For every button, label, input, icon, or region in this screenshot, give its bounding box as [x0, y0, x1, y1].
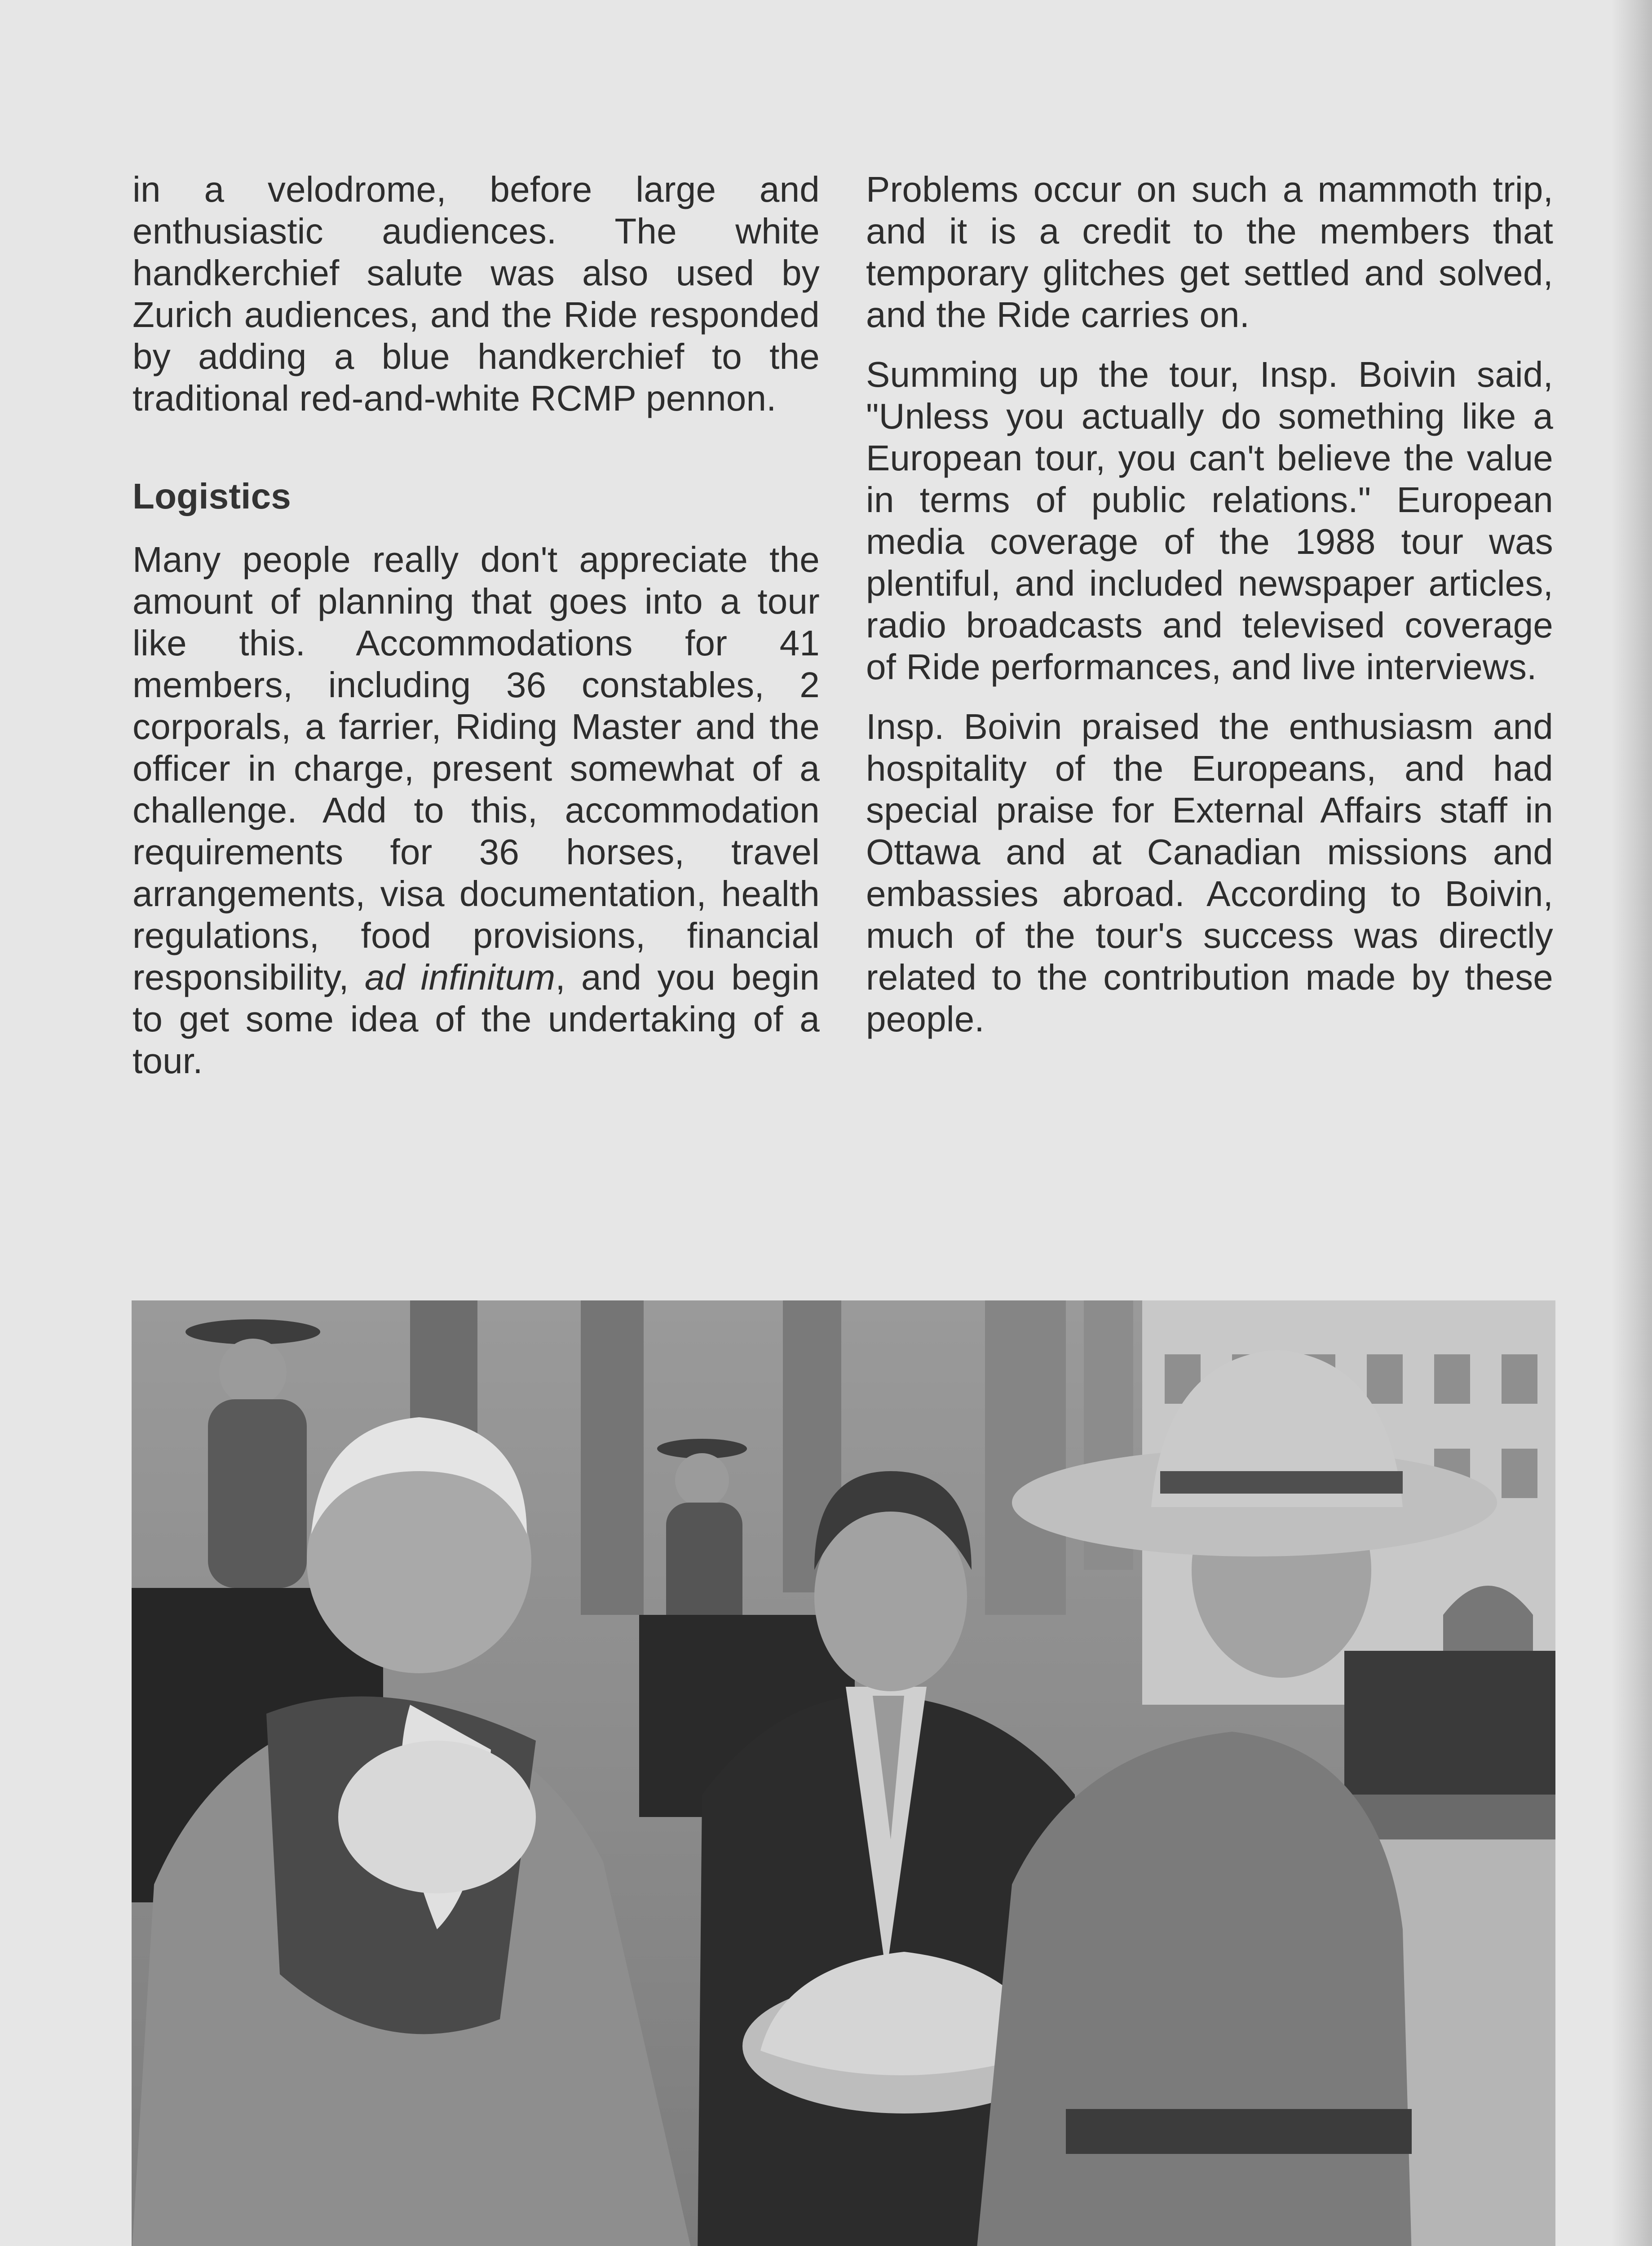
left-paragraph-2-italic: ad infinitum: [364, 957, 556, 997]
left-paragraph-2: [133, 539, 820, 1082]
section-heading-logistics: Logistics: [133, 476, 291, 516]
right-paragraph-2: Summing up the tour, Insp. Boivin said, "Unless you actually do something like a European tour, you can't believe the value in terms of public relations." European media coverage of the 1988 tour was plentiful, and included newspaper articles, radio broadcasts and televised coverage of Ride performances, and live interviews.: [866, 354, 1553, 687]
left-paragraph-2-text-a: Many people really don't appreciate the amount of planning that goes into a tour like this. Accommodations for 41 members, including 36 constables, 2 corporals, a farrier, Riding Master and the officer in charge, present somewhat of a challenge. Add to this, accommodation requirements for 36 horses, travel arrangements, visa documentation, health regulations, food provisions, financial responsibility,: [133, 539, 820, 997]
left-paragraph-1: in a velodrome, before large and enthusiastic audiences. The white handkerchief salute was also used by Zurich audiences, and the Ride responded by adding a blue handkerchief to the traditional red-and-white RCMP pennon.: [133, 169, 820, 418]
right-column: [866, 168, 1553, 1058]
photo-illustration: [132, 1300, 1555, 2246]
right-paragraph-3: Insp. Boivin praised the enthusiasm and hospitality of the Europeans, and had special praise for External Affairs staff in Ottawa and at Canadian missions and embassies abroad. According to Boivin, much of the tour's success was directly related to the contribution made by these people.: [866, 707, 1553, 1039]
left-column: [133, 168, 820, 1100]
photograph-mansion-house: [132, 1300, 1555, 2246]
left-paragraph-2-text-b: , and you begin to get some idea of the undertaking of a tour.: [133, 957, 820, 1081]
page-spine-shadow: [1612, 0, 1652, 2246]
right-paragraph-1: Problems occur on such a mammoth trip, and it is a credit to the members that temporary glitches get settled and solved, and the Ride carries on.: [866, 169, 1553, 335]
